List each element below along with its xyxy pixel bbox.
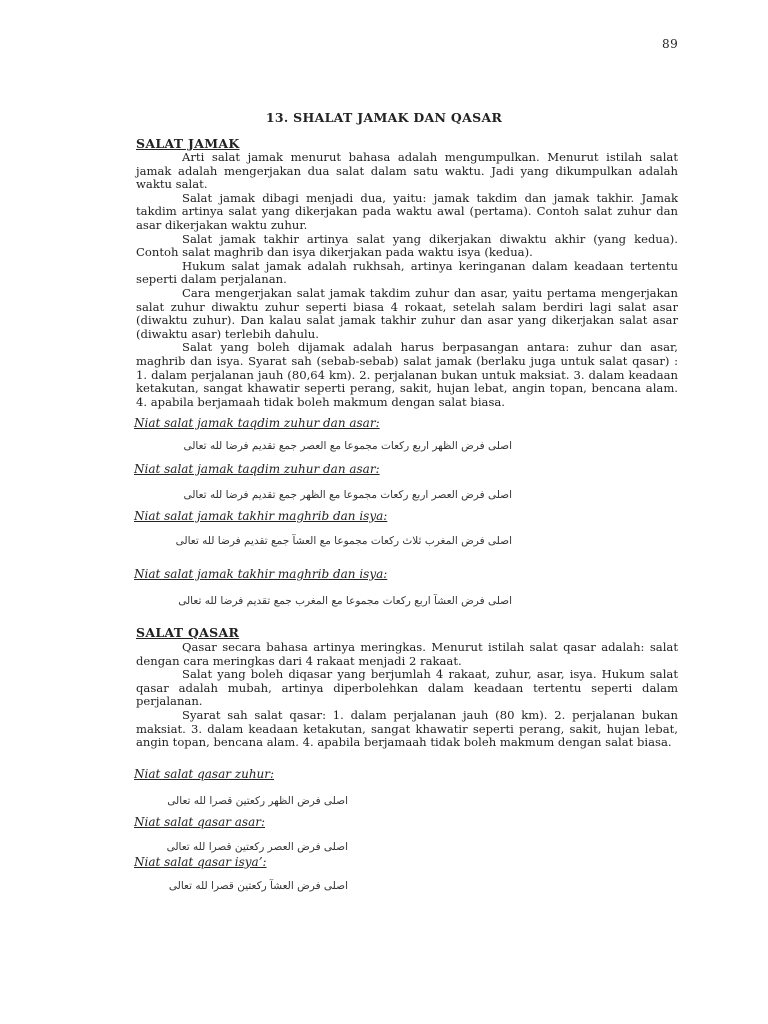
niat-label-jamak-zuhur: Niat salat jamak taqdim zuhur dan asar: bbox=[134, 416, 380, 430]
jamak-paragraph: Arti salat jamak menurut bahasa adalah mengumpulkan. Menurut istilah salat jamak adalah mengerjakan dua salat dalam satu waktu. Jadi yang dikumpulkan adalah waktu salat. bbox=[136, 150, 678, 192]
arabic-niat-qasar-zuhur: اصلى فرض الظهر ركعتين قصرا لله تعالى bbox=[167, 795, 348, 807]
arabic-niat-qasar-asar: اصلى فرض العصر ركعتين قصرا لله تعالى bbox=[166, 841, 348, 853]
qasar-paragraph: Qasar secara bahasa artinya meringkas. Menurut istilah salat qasar adalah: salat dengan cara meringkas dari 4 rakaat menjadi 2 rakaat. bbox=[136, 640, 678, 668]
jamak-paragraph: Salat jamak dibagi menjadi dua, yaitu: jamak takdim dan jamak takhir. Jamak takdim artinya salat yang dikerjakan pada waktu awal (pertama). Contoh salat zuhur dan asar dikerjakan waktu zuhur. bbox=[136, 190, 678, 232]
jamak-body bbox=[136, 151, 678, 409]
jamak-paragraph: Salat yang boleh dijamak adalah harus berpasangan antara: zuhur dan asar, maghrib dan isya. Syarat sah (sebab-sebab) salat jamak (berlaku juga untuk salat qasar) : 1. dalam perjalanan jauh (80,64 km). 2. perjalanan bukan untuk maksiat. 3. dalam keadaan ketakutan, sangat khawatir seperti perang, sakit, hujan lebat, angin topan, bencana alam. 4. apabila berjamaah tidak boleh makmum dengan salat biasa. bbox=[136, 340, 678, 409]
niat-label-qasar-zuhur: Niat salat qasar zuhur: bbox=[134, 767, 275, 781]
arabic-niat-jamak-maghrib: اصلى فرض المغرب ثلاث ركعات مجموعا مع العشآ جمع تقديم فرضا لله تعالى bbox=[175, 535, 512, 547]
qasar-paragraph: Syarat sah salat qasar: 1. dalam perjalanan jauh (80 km). 2. perjalanan bukan maksiat. 3. dalam keadaan ketakutan, sangat khawatir seperti perang, sakit, hujan lebat, angin topan, bencana alam. 4. apabila berjamaah tidak boleh makmum dengan salat biasa. bbox=[136, 707, 678, 750]
arabic-niat-jamak-isya: اصلى فرض العشآ اربع ركعات مجموعا مع المغرب جمع تقديم فرضا لله تعالى bbox=[178, 595, 512, 607]
niat-label-jamak-isya: Niat salat jamak takhir maghrib dan isya: bbox=[134, 567, 388, 581]
arabic-niat-jamak-zuhur: اصلى فرض الظهر اربع ركعات مجموعا مع العصر جمع تقديم فرضا لله تعالى bbox=[183, 440, 512, 452]
jamak-paragraph: Hukum salat jamak adalah rukhsah, artinya keringanan dalam keadaan tertentu seperti dalam perjalanan. bbox=[136, 258, 678, 287]
niat-label-qasar-isya: Niat salat qasar isya’: bbox=[134, 855, 267, 869]
section-heading-salat-jamak: SALAT JAMAK bbox=[136, 136, 240, 151]
section-heading-salat-qasar: SALAT QASAR bbox=[136, 625, 240, 640]
chapter-title: 13. SHALAT JAMAK DAN QASAR bbox=[265, 110, 503, 125]
jamak-paragraph: Cara mengerjakan salat jamak takdim zuhur dan asar, yaitu pertama mengerjakan salat zuhur diwaktu zuhur seperti biasa 4 rokaat, setelah salam berdiri lagi salat asar (diwaktu zuhur). Dan kalau salat jamak takhir zuhur dan asar yang dikerjakan salat asar (diwaktu asar) terlebih dahulu. bbox=[136, 285, 678, 341]
jamak-paragraph: Salat jamak takhir artinya salat yang dikerjakan diwaktu akhir (yang kedua). Contoh salat maghrib dan isya dikerjakan pada waktu isya (kedua). bbox=[136, 231, 678, 260]
niat-label-qasar-asar: Niat salat qasar asar: bbox=[134, 815, 266, 829]
arabic-niat-jamak-asar: اصلى فرض العصر اربع ركعات مجموعا مع الظهر جمع تقديم فرضا لله تعالى bbox=[183, 489, 512, 501]
page-number: 89 bbox=[662, 37, 679, 51]
arabic-niat-qasar-isya: اصلى فرض العشآ ركعتين قصرا لله تعالى bbox=[168, 880, 348, 892]
qasar-paragraph: Salat yang boleh diqasar yang berjumlah 4 rakaat, zuhur, asar, isya. Hukum salat qasar adalah mubah, artinya diperbolehkan dalam keadaan tertentu seperti dalam perjalanan. bbox=[136, 667, 678, 709]
niat-label-jamak-asar: Niat salat jamak taqdim zuhur dan asar: bbox=[134, 462, 380, 476]
niat-label-jamak-maghrib: Niat salat jamak takhir maghrib dan isya: bbox=[134, 509, 388, 523]
qasar-body bbox=[136, 641, 678, 750]
